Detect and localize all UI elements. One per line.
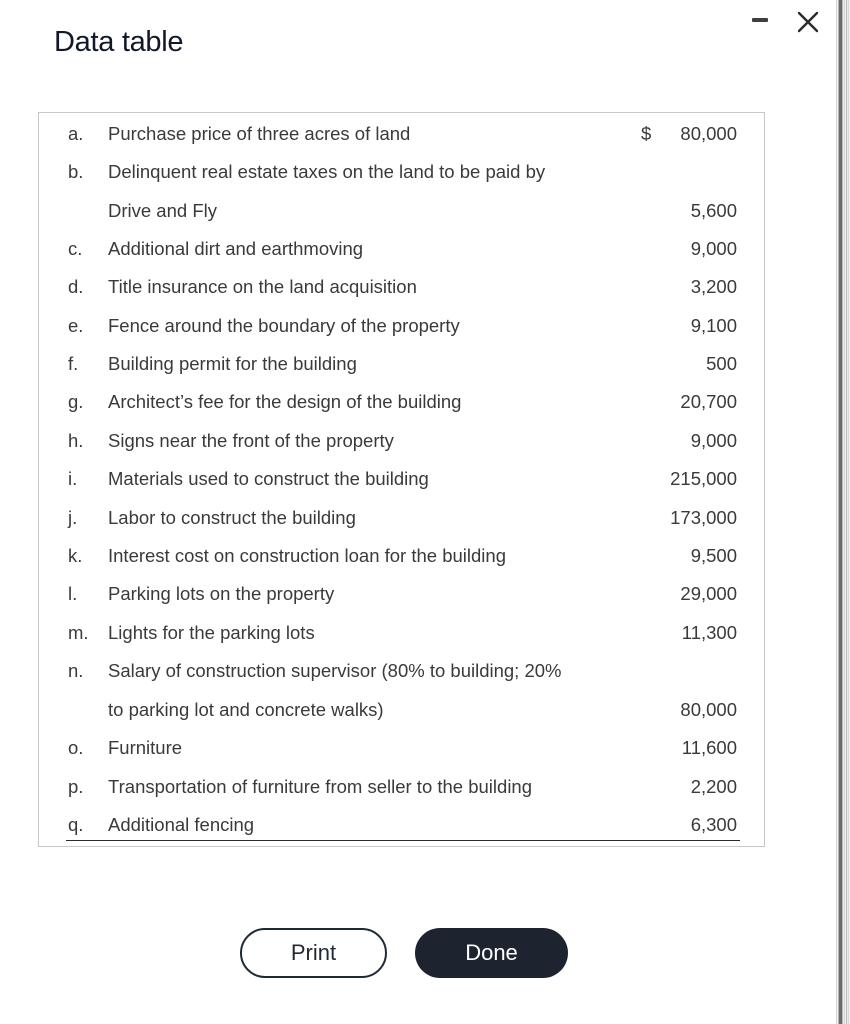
row-amount: 80,000	[680, 699, 737, 720]
table-row	[39, 541, 764, 571]
table-row	[39, 810, 764, 840]
table-row	[39, 157, 764, 187]
table-row	[39, 579, 764, 609]
row-letter: k.	[68, 545, 83, 566]
row-letter: m.	[68, 622, 89, 643]
row-description: Interest cost on construction loan for the building	[108, 545, 506, 566]
table-row	[39, 119, 764, 149]
row-description: Title insurance on the land acquisition	[108, 276, 417, 297]
row-description: Transportation of furniture from seller to the building	[108, 776, 533, 797]
table-row	[39, 503, 764, 533]
row-amount: 500	[706, 353, 737, 374]
row-description: Lights for the parking lots	[108, 622, 315, 643]
table-row-continuation	[39, 196, 764, 226]
total-underline	[66, 840, 740, 841]
data-table	[38, 112, 765, 847]
table-row	[39, 656, 764, 686]
row-amount: 5,600	[690, 200, 737, 221]
table-row	[39, 733, 764, 763]
row-letter: n.	[68, 660, 84, 681]
row-description-continuation: to parking lot and concrete walks)	[108, 699, 384, 720]
table-row	[39, 272, 764, 302]
row-amount: 6,300	[690, 814, 737, 835]
table-row	[39, 311, 764, 341]
row-amount: 215,000	[670, 468, 737, 489]
table-row	[39, 234, 764, 264]
table-row	[39, 464, 764, 494]
row-letter: h.	[68, 430, 84, 451]
row-description: Signs near the front of the property	[108, 430, 394, 451]
row-letter: e.	[68, 315, 84, 336]
row-letter: c.	[68, 238, 83, 259]
row-amount: 20,700	[680, 391, 737, 412]
row-description: Purchase price of three acres of land	[108, 123, 411, 144]
row-description: Furniture	[108, 737, 183, 758]
minimize-icon[interactable]	[752, 18, 768, 22]
row-letter: o.	[68, 737, 84, 758]
table-row	[39, 426, 764, 456]
row-letter: b.	[68, 161, 84, 182]
table-row	[39, 772, 764, 802]
row-amount: 9,500	[690, 545, 737, 566]
row-amount: 11,600	[681, 737, 737, 758]
row-description: Salary of construction supervisor (80% to building; 20%	[108, 660, 562, 681]
row-description: Delinquent real estate taxes on the land to be paid by	[108, 161, 546, 182]
done-button[interactable]: Done	[415, 928, 568, 978]
table-row	[39, 618, 764, 648]
row-letter: f.	[68, 353, 79, 374]
row-letter: a.	[68, 123, 84, 144]
currency-symbol: $	[641, 123, 652, 144]
table-row	[39, 387, 764, 417]
row-description: Architect’s fee for the design of the building	[108, 391, 462, 412]
window-right-edge	[836, 0, 850, 1024]
row-letter: d.	[68, 276, 84, 297]
row-amount: 9,000	[690, 238, 737, 259]
row-description: Additional fencing	[108, 814, 255, 835]
row-letter: j.	[68, 507, 78, 528]
row-description-continuation: Drive and Fly	[108, 200, 217, 221]
row-amount: 11,300	[681, 622, 737, 643]
table-row	[39, 349, 764, 379]
row-amount: 9,000	[690, 430, 737, 451]
row-description: Additional dirt and earthmoving	[108, 238, 364, 259]
row-letter: q.	[68, 814, 84, 835]
row-description: Fence around the boundary of the property	[108, 315, 460, 336]
row-amount: 173,000	[670, 507, 737, 528]
dialog-title: Data table	[54, 26, 184, 58]
row-letter: p.	[68, 776, 84, 797]
row-letter: g.	[68, 391, 84, 412]
close-icon[interactable]	[792, 6, 824, 38]
row-description: Parking lots on the property	[108, 583, 335, 604]
row-amount: 9,100	[690, 315, 737, 336]
row-amount: 29,000	[680, 583, 737, 604]
table-row-continuation	[39, 695, 764, 725]
row-amount: 2,200	[690, 776, 737, 797]
row-description: Building permit for the building	[108, 353, 357, 374]
print-button[interactable]: Print	[240, 928, 387, 978]
row-amount: 80,000	[680, 123, 737, 144]
row-description: Labor to construct the building	[108, 507, 356, 528]
row-letter: i.	[68, 468, 78, 489]
row-amount: 3,200	[690, 276, 737, 297]
row-description: Materials used to construct the building	[108, 468, 429, 489]
row-letter: l.	[68, 583, 78, 604]
